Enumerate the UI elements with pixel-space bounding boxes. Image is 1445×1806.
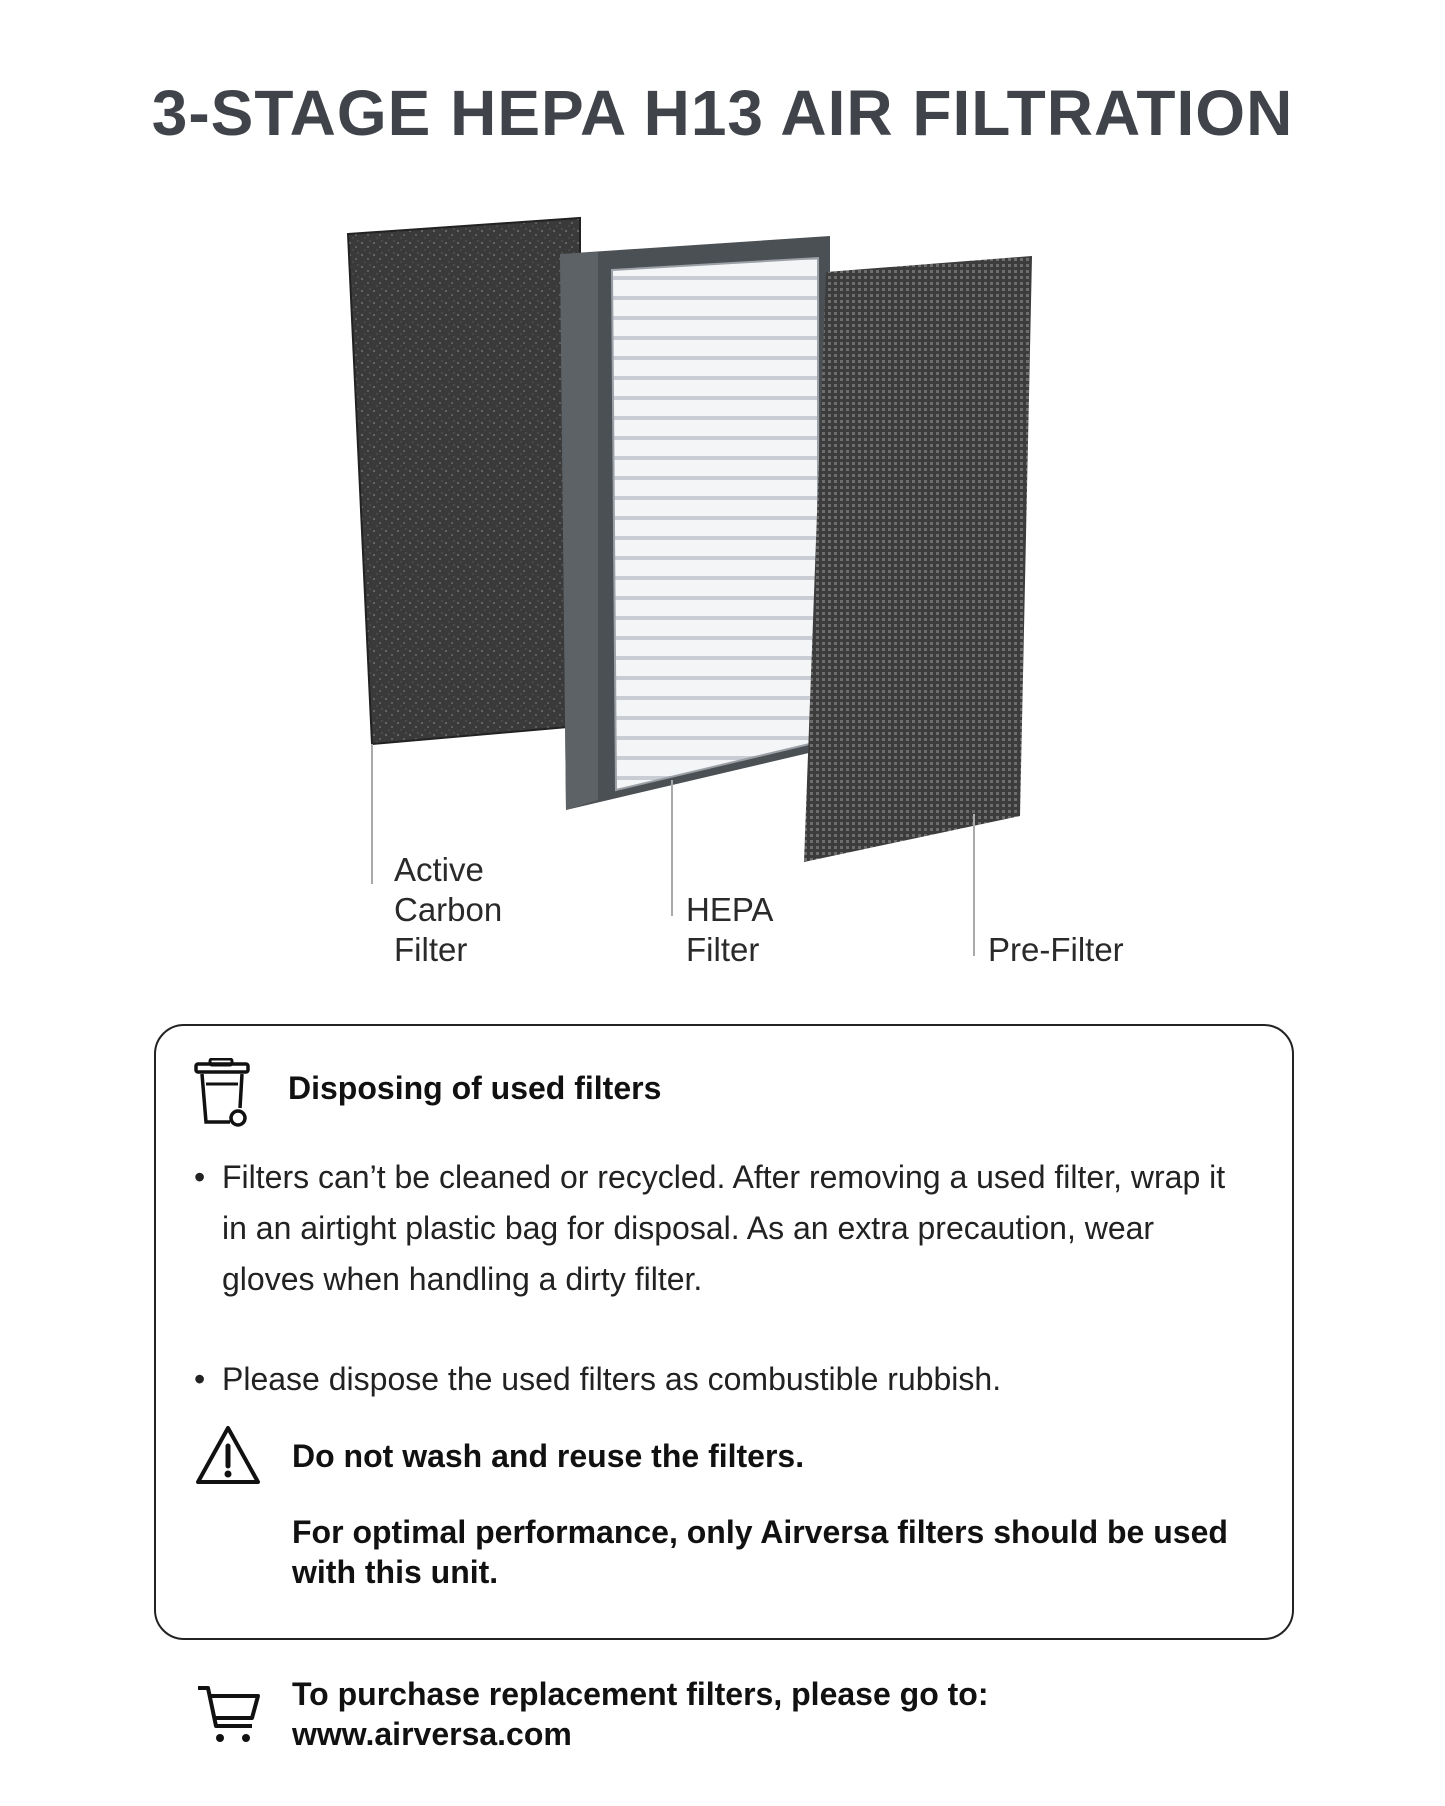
carbon-filter-shape xyxy=(348,218,580,744)
carbon-filter-label: Active Carbon Filter xyxy=(394,851,503,968)
bullet-text: Please dispose the used filters as combustible rubbish. xyxy=(222,1361,1002,1397)
hepa-filter-label: HEPA Filter xyxy=(686,891,774,968)
bullet-dot: • xyxy=(194,1361,206,1397)
prefilter-shape xyxy=(804,256,1032,862)
warning-line-2: For optimal performance, only Airversa filters should be used with this unit. xyxy=(292,1514,1228,1590)
page-title: 3-STAGE HEPA H13 AIR FILTRATION xyxy=(151,77,1294,149)
warning-icon xyxy=(194,1424,262,1486)
trash-bin-icon xyxy=(192,1058,256,1130)
bullet-dot: • xyxy=(194,1159,206,1195)
prefilter-label: Pre-Filter xyxy=(988,931,1124,968)
bullet-text: Filters can’t be cleaned or recycled. After removing a used filter, wrap it in an airtight plastic bag for disposal. As an extra precaution, wear gloves when handling a dirty filter. xyxy=(222,1159,1226,1297)
warning-line-1: Do not wash and reuse the filters. xyxy=(292,1438,805,1474)
purchase-url[interactable]: www.airversa.com xyxy=(292,1716,572,1752)
hepa-filter-shape xyxy=(560,236,830,810)
cart-icon xyxy=(196,1682,262,1746)
purchase-text: To purchase replacement filters, please go to: xyxy=(292,1676,989,1712)
disposal-heading: Disposing of used filters xyxy=(288,1070,662,1106)
